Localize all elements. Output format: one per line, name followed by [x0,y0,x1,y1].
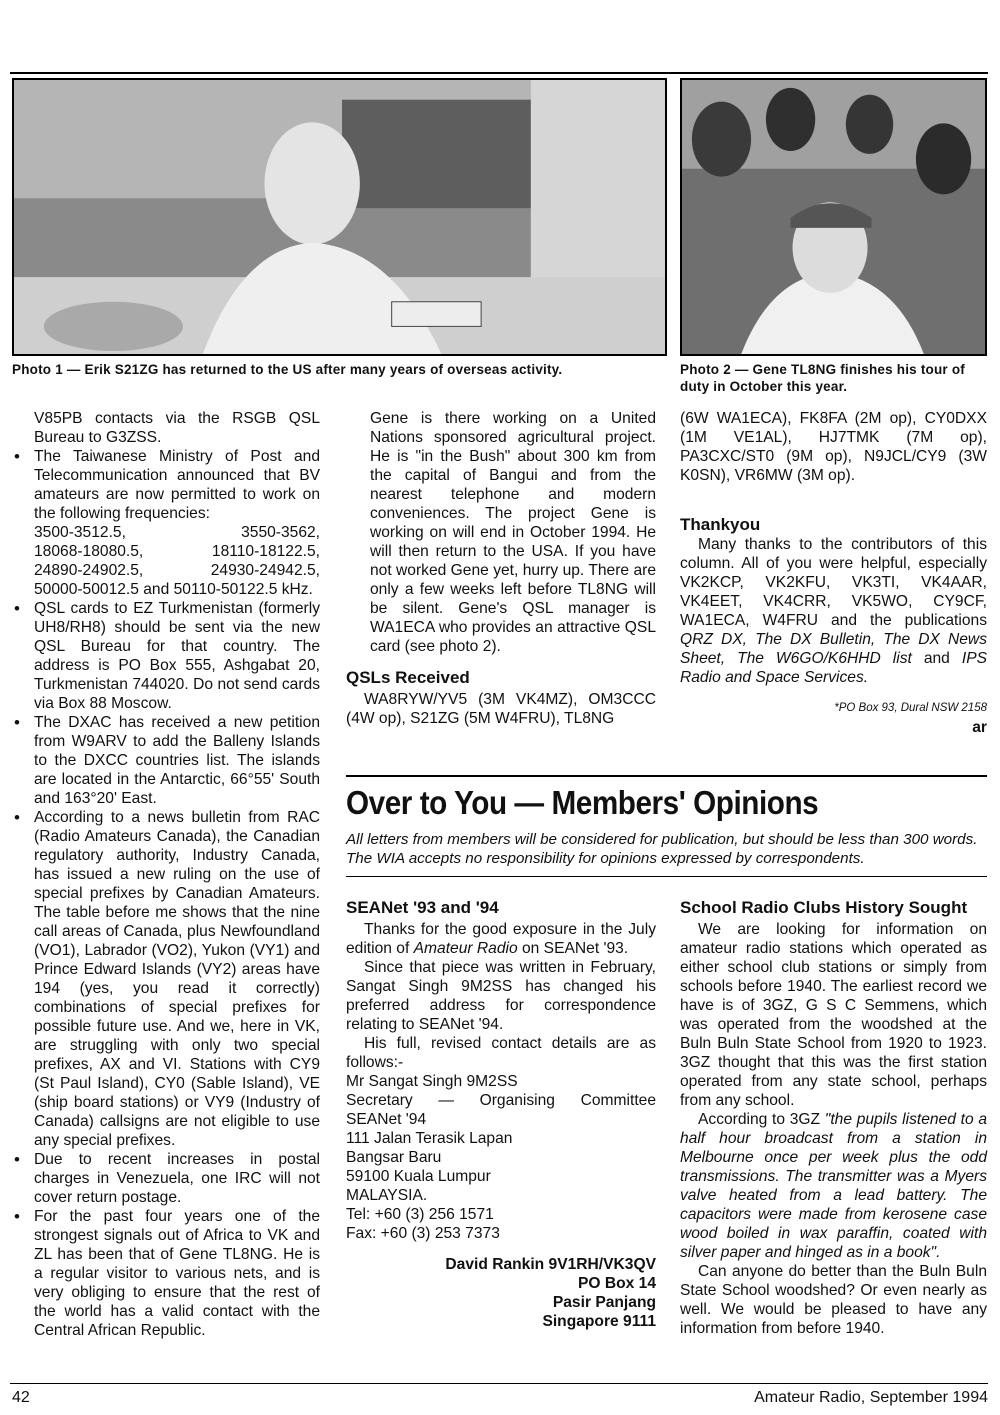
photo-2 [680,78,987,356]
school-p2a: According to 3GZ [698,1111,821,1128]
photo-1-image [14,80,665,354]
opinions-rule-top [346,775,987,777]
seanet-p1 [346,920,656,958]
bullet-tl8ng: • For the past four years one of the strongest signals out of Africa to VK and ZL has been that of Gene TL8NG. He is a regular visitor to various nets, and is very obliging to ensure that the rest of the world has a valid contact with the Central African Republic. [12,1207,320,1340]
bullet-taiwan [12,447,320,599]
column-1 [12,409,320,1340]
bullet-taiwan-text: The Taiwanese Ministry of Post and Telecommunication announced that BV amateurs are now permitted to work on the following frequencies: [34,448,320,522]
addr-tel: Tel: +60 (3) 256 1571 [346,1206,494,1223]
thanks-pubs-last: IPS Radio and Space Services. [680,650,987,686]
sig-pobox: PO Box 14 [578,1275,656,1292]
end-mark: ar [972,719,987,736]
sig-city: Singapore 9111 [542,1313,656,1330]
school-p3: Can anyone do better than the Buln Buln State School woodshed? Or even nearly as well. We would be pleased to have any information from before 1940. [680,1263,987,1337]
seanet-heading: SEANet '93 and '94 [346,898,499,917]
freq-3b: 24930-24942.5, [210,562,320,579]
thanks-body: Many thanks to the contributors of this column. All of you were helpful, especially VK2KCP, VK2KFU, VK3TI, VK4AAR, VK4EET, VK4CRR, VK5WO, CY9CF, WA1ECA, W4FRU and the publications [680,536,987,629]
qsl-heading: QSLs Received [346,668,470,687]
seanet-p1c: on SEANet '93. [522,940,629,957]
school-p2 [680,1110,987,1262]
addr-line-5: Bangsar Baru [346,1149,442,1166]
thanks-heading: Thankyou [680,515,761,534]
opinions-rule-bottom [346,876,987,877]
seanet-p3: His full, revised contact details are as follows:- [346,1035,656,1071]
freq-1a: 3500-3512.5, [34,524,126,541]
thanks-pubs: QRZ DX, The DX Bulletin, The DX News Sheet, The W6GO/K6HHD list [680,631,987,667]
freq-2b: 18110-18122.5, [211,543,320,560]
photo-2-caption: Photo 2 — Gene TL8NG finishes his tour of duty in October this year. [680,362,965,394]
school-quote: "the pupils listened to a half hour broadcast from a station in Melbourne once per week plus the odd transmissions. The transmitter was a Myers valve heated from a lead battery. The capacitors were made from kerosene case wood boiled in wax paraffin, coated with silver paper and hinged as in a book". [680,1111,987,1261]
freq-row-1 [34,523,320,542]
qsl-text: WA8RYW/YV5 (3M VK4MZ), OM3CCC (4W op), S21ZG (5M W4FRU), TL8NG [346,691,656,727]
thanks-and: and [923,650,950,667]
freq-2a: 18068-18080.5, [34,543,144,560]
addr-line-3: SEANet '94 [346,1111,427,1128]
freq-3a: 24890-24902.5, [34,562,144,579]
bullet-rac: • According to a news bulletin from RAC (Radio Amateurs Canada), the Canadian regulatory authority, Industry Canada, has issued a new ruling on the use of special prefixes by Canadian Amateurs. The table before me shows that the nine call areas of Canada, plus Newfoundland (VO1), Labrador (VO2), Yukon (VY1) and Prince Edward Islands (VY2) areas have 194 (yes, you read it correctly) combinations of special prefixes for possible future use. And we, here in VK, are struggling with only two special prefixes, AX and VI. Stations with CY9 (St Paul Island), CY0 (Sable Island), VE (ship board stations) or VY9 (Industry of Canada) callsigns are not eligible to use any special prefixes. [12,808,320,1150]
seanet-p2: Since that piece was written in February, Sangat Singh 9M2SS has changed his preferred address for correspondence relating to SEANet '94. [346,959,656,1033]
opinions-title: Over to You — Members' Opinions [346,784,819,821]
col3-qsl-cont: (6W WA1ECA), FK8FA (2M op), CY0DXX (1M VE1AL), HJ7TMK (7M op), PA3CXC/ST0 (9M op), N9JCL/CY9 (3W K0SN), VR6MW (3M op). [680,410,987,484]
bullet-dxac: • The DXAC has received a new petition from W9ARV to add the Balleny Islands to the DXCC countries list. The islands are located in the Antarctic, 66°55' South and 163°20' East. [12,713,320,808]
sig-town: Pasir Panjang [552,1294,656,1311]
column-3 [680,409,987,737]
addr-line-4: 111 Jalan Terasik Lapan [346,1130,513,1147]
school-p1: We are looking for information on amateur radio stations which operated as either school club stations or simply from schools before 1940. The earliest record we have is of 3GZ, G S C Semmens, which was operated from the woodshed at the Buln Buln State School from 1920 to 1923. 3GZ thought that this was the first station operated from any state school, perhaps from any school. [680,921,987,1109]
seanet-letter [346,898,656,1331]
photo-1 [12,78,667,356]
top-rule [10,72,988,74]
footer-rule [10,1383,988,1384]
freq-row-4: 50000-50012.5 and 50110-50122.5 kHz. [34,581,313,598]
col1-lead: V85PB contacts via the RSGB QSL Bureau to G3ZSS. [34,410,320,446]
photo-2-image [682,80,985,354]
seanet-p1b: Amateur Radio [413,940,518,957]
opinions-intro: All letters from members will be considered for publication, but should be less than 300 words. The WIA accepts no responsibility for opinions expressed by correspondents. [346,831,978,867]
freq-1b: 3550-3562, [241,524,320,541]
author-address: *PO Box 93, Dural NSW 2158 [834,702,987,714]
thanks-text [680,535,987,687]
addr-line-1: Mr Sangat Singh 9M2SS [346,1073,518,1090]
addr-line-7: MALAYSIA. [346,1187,428,1204]
school-letter [680,898,987,1338]
issue-title: Amateur Radio, September 1994 [754,1389,988,1406]
photo-1-caption: Photo 1 — Erik S21ZG has returned to the US after many years of overseas activity. [12,362,563,377]
addr-line-6: 59100 Kuala Lumpur [346,1168,491,1185]
bullet-turkmenistan: • QSL cards to EZ Turkmenistan (formerly UH8/RH8) should be sent via the new QSL Bureau for that country. The address is PO Box 555, Ashgabat 20, Turkmenistan 744020. Do not send cards via Box 88 Moscow. [12,599,320,713]
seanet-p1a: Thanks for the good exposure in the July edition of [346,921,656,957]
column-2 [346,409,656,728]
col2-gene-text: Gene is there working on a United Nations sponsored agricultural project. He is "in the Bush" about 300 km from the capital of Bangui and from the nearest telephone and modern conveniences. The project Gene is working on will end in October 1994. He will then return to the USA. If you have not worked Gene yet, hurry up. There are only a few weeks left before TL8NG will be silent. Gene's QSL manager is WA1ECA who provides an attractive QSL card (see photo 2). [370,410,656,655]
freq-row-3 [34,561,320,580]
addr-line-2: Secretary — Organising Committee [346,1092,656,1109]
bullet-venezuela: • Due to recent increases in postal charges in Venezuela, one IRC will not cover return postage. [12,1150,320,1207]
school-heading: School Radio Clubs History Sought [680,898,968,917]
sig-name: David Rankin 9V1RH/VK3QV [445,1256,656,1273]
page-number: 42 [12,1389,30,1406]
freq-row-2 [34,542,320,561]
addr-fax: Fax: +60 (3) 253 7373 [346,1225,500,1242]
